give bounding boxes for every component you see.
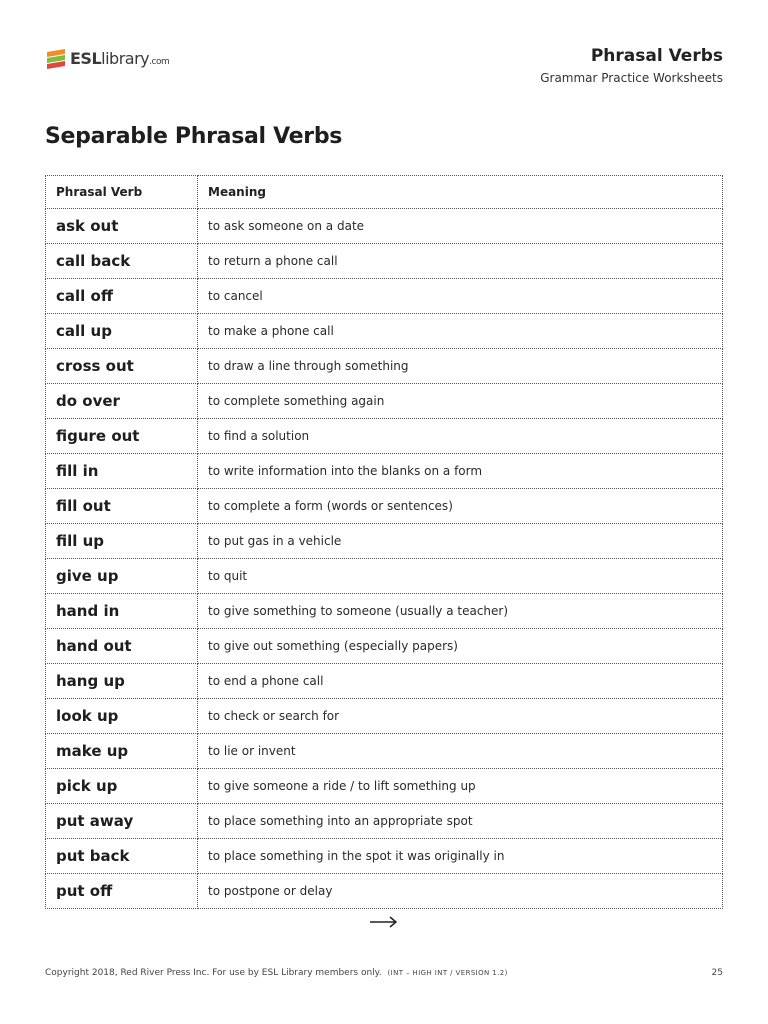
phrasal-verb-cell: cross out (46, 349, 198, 384)
table-row (46, 279, 723, 314)
phrasal-verb-cell: give up (46, 559, 198, 594)
phrasal-verb-cell: put back (46, 839, 198, 874)
phrasal-verb-cell: call up (46, 314, 198, 349)
phrasal-verb-cell: put off (46, 874, 198, 909)
table-row (46, 874, 723, 909)
table-row (46, 489, 723, 524)
table-row (46, 419, 723, 454)
column-header-meaning: Meaning (198, 176, 723, 209)
meaning-cell: to complete a form (words or sentences) (198, 489, 723, 524)
table-row (46, 244, 723, 279)
column-header-phrasal-verb: Phrasal Verb (46, 176, 198, 209)
table-row (46, 454, 723, 489)
meaning-cell: to return a phone call (198, 244, 723, 279)
logo-text: ESLlibrary.com (70, 48, 170, 68)
phrasal-verb-cell: call back (46, 244, 198, 279)
phrasal-verb-cell: fill out (46, 489, 198, 524)
meaning-cell: to give something to someone (usually a teacher) (198, 594, 723, 629)
table-row (46, 699, 723, 734)
phrasal-verbs-table (45, 175, 723, 909)
phrasal-verb-cell: pick up (46, 769, 198, 804)
phrasal-verb-cell: ask out (46, 209, 198, 244)
meaning-cell: to quit (198, 559, 723, 594)
phrasal-verb-cell: hand in (46, 594, 198, 629)
meaning-cell: to give out something (especially papers) (198, 629, 723, 664)
document-subtitle: Grammar Practice Worksheets (540, 71, 723, 85)
table-row (46, 559, 723, 594)
phrasal-verb-cell: figure out (46, 419, 198, 454)
phrasal-verb-cell: look up (46, 699, 198, 734)
meaning-cell: to lie or invent (198, 734, 723, 769)
meaning-cell: to cancel (198, 279, 723, 314)
table-row (46, 524, 723, 559)
phrasal-verb-cell: fill up (46, 524, 198, 559)
meaning-cell: to put gas in a vehicle (198, 524, 723, 559)
meaning-cell: to check or search for (198, 699, 723, 734)
table-row (46, 839, 723, 874)
meaning-cell: to draw a line through something (198, 349, 723, 384)
meaning-cell: to find a solution (198, 419, 723, 454)
phrasal-verb-cell: do over (46, 384, 198, 419)
page-header (0, 0, 768, 100)
arrow-right-icon (368, 912, 400, 932)
table-row (46, 384, 723, 419)
esl-library-logo (45, 44, 169, 72)
phrasal-verb-cell: hang up (46, 664, 198, 699)
phrasal-verb-cell: hand out (46, 629, 198, 664)
phrasal-verb-cell: put away (46, 804, 198, 839)
copyright-text: Copyright 2018, Red River Press Inc. For use by ESL Library members only. (45, 968, 382, 978)
meaning-cell: to place something into an appropriate spot (198, 804, 723, 839)
table-row (46, 349, 723, 384)
table-row (46, 734, 723, 769)
meaning-cell: to give someone a ride / to lift something up (198, 769, 723, 804)
table-row (46, 769, 723, 804)
phrasal-verb-cell: fill in (46, 454, 198, 489)
footer (45, 968, 723, 978)
table-row (46, 594, 723, 629)
meaning-cell: to complete something again (198, 384, 723, 419)
meaning-cell: to place something in the spot it was originally in (198, 839, 723, 874)
meaning-cell: to ask someone on a date (198, 209, 723, 244)
document-title: Phrasal Verbs (590, 46, 723, 66)
meaning-cell: to end a phone call (198, 664, 723, 699)
table-row (46, 664, 723, 699)
page-title: Separable Phrasal Verbs (45, 124, 343, 149)
page-number: 25 (711, 968, 723, 978)
table-row (46, 804, 723, 839)
table-header-row (46, 176, 723, 209)
level-version-text: (INT – HIGH INT / VERSION 1.2) (387, 969, 508, 977)
meaning-cell: to make a phone call (198, 314, 723, 349)
table-row (46, 314, 723, 349)
meaning-cell: to write information into the blanks on a form (198, 454, 723, 489)
meaning-cell: to postpone or delay (198, 874, 723, 909)
table-row (46, 629, 723, 664)
phrasal-verb-cell: call off (46, 279, 198, 314)
stacked-books-icon (45, 46, 67, 70)
table-row (46, 209, 723, 244)
phrasal-verb-cell: make up (46, 734, 198, 769)
